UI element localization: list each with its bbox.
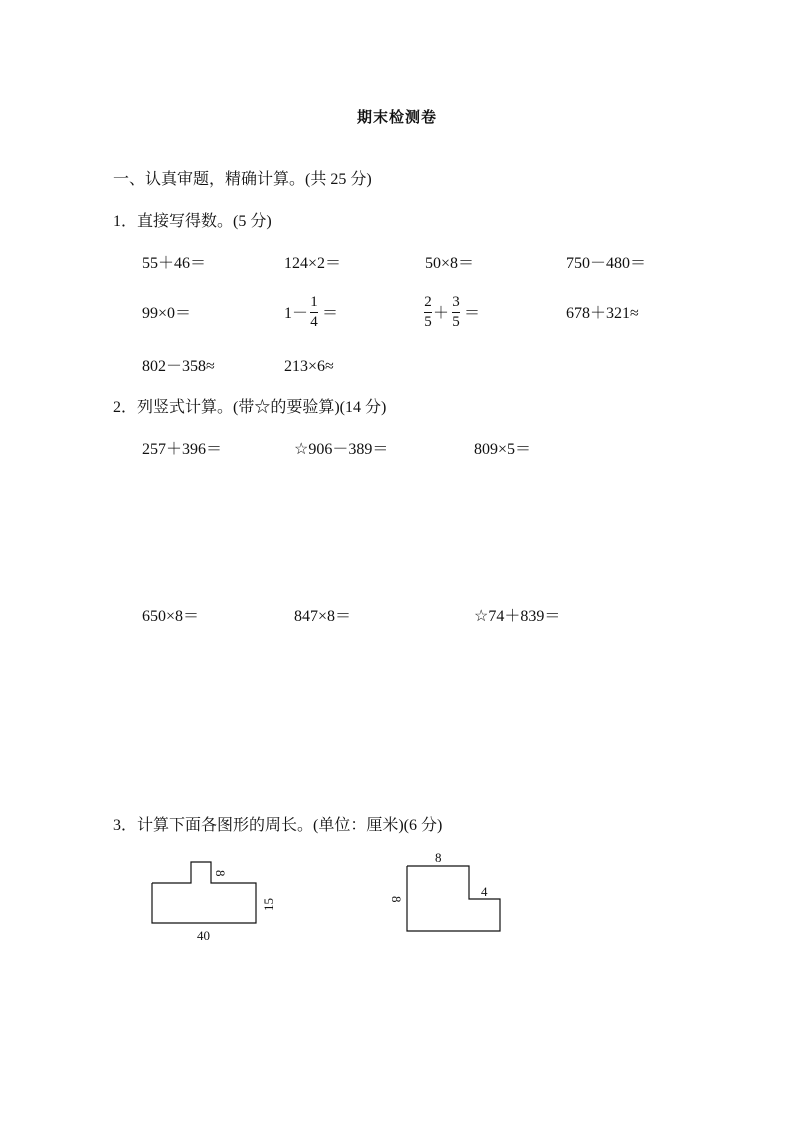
fraction-numerator: 3 — [452, 294, 460, 310]
q1-fraction-whole: 1－ — [284, 305, 309, 322]
fraction-sum-equals: ＝ — [464, 305, 481, 322]
q1-fraction-equals: ＝ — [322, 305, 339, 322]
fraction-plus-sign: ＋ — [433, 305, 450, 322]
fraction-denominator: 5 — [424, 314, 432, 330]
question-1-heading: 1．直接写得数。(5 分) — [113, 213, 272, 230]
q2-item-6: ☆74＋839＝ — [474, 608, 561, 625]
page-title: 期末检测卷 — [356, 110, 437, 126]
q1-item-3: 50×8＝ — [425, 255, 475, 272]
fraction-numerator: 1 — [310, 294, 318, 310]
figure-2-left-label: 8 — [389, 896, 404, 903]
figure-2-top-label: 8 — [435, 850, 442, 865]
q1-item-8: 213×6≈ — [284, 358, 334, 375]
fraction-denominator: 5 — [452, 314, 460, 330]
figure-1-notch-label: 8 — [213, 870, 228, 877]
q1-item-2: 124×2＝ — [284, 255, 342, 272]
q2-item-1: 257＋396＝ — [142, 441, 223, 458]
q2-item-3: 809×5＝ — [474, 441, 532, 458]
q2-item-5: 847×8＝ — [294, 608, 352, 625]
question-3-heading: 3．计算下面各图形的周长。(单位：厘米)(6 分) — [113, 817, 443, 834]
figure-1-outline — [152, 862, 256, 923]
figure-1-side-label: 15 — [261, 898, 276, 911]
fraction-numerator: 2 — [424, 294, 432, 310]
q1-item-5: 99×0＝ — [142, 305, 192, 322]
q1-item-6: 678＋321≈ — [566, 305, 639, 322]
q1-item-4: 750－480＝ — [566, 255, 647, 272]
q1-item-7: 802－358≈ — [142, 358, 215, 375]
figure-1-bottom-label: 40 — [197, 928, 210, 943]
figure-2-step-label: 4 — [481, 884, 488, 899]
q2-item-2: ☆906－389＝ — [294, 441, 389, 458]
question-2-heading: 2．列竖式计算。(带☆的要验算)(14 分) — [113, 399, 387, 416]
q2-item-4: 650×8＝ — [142, 608, 200, 625]
q1-item-1: 55＋46＝ — [142, 255, 207, 272]
section-1-heading: 一、认真审题，精确计算。(共 25 分) — [113, 171, 372, 188]
fraction-denominator: 4 — [310, 314, 318, 330]
